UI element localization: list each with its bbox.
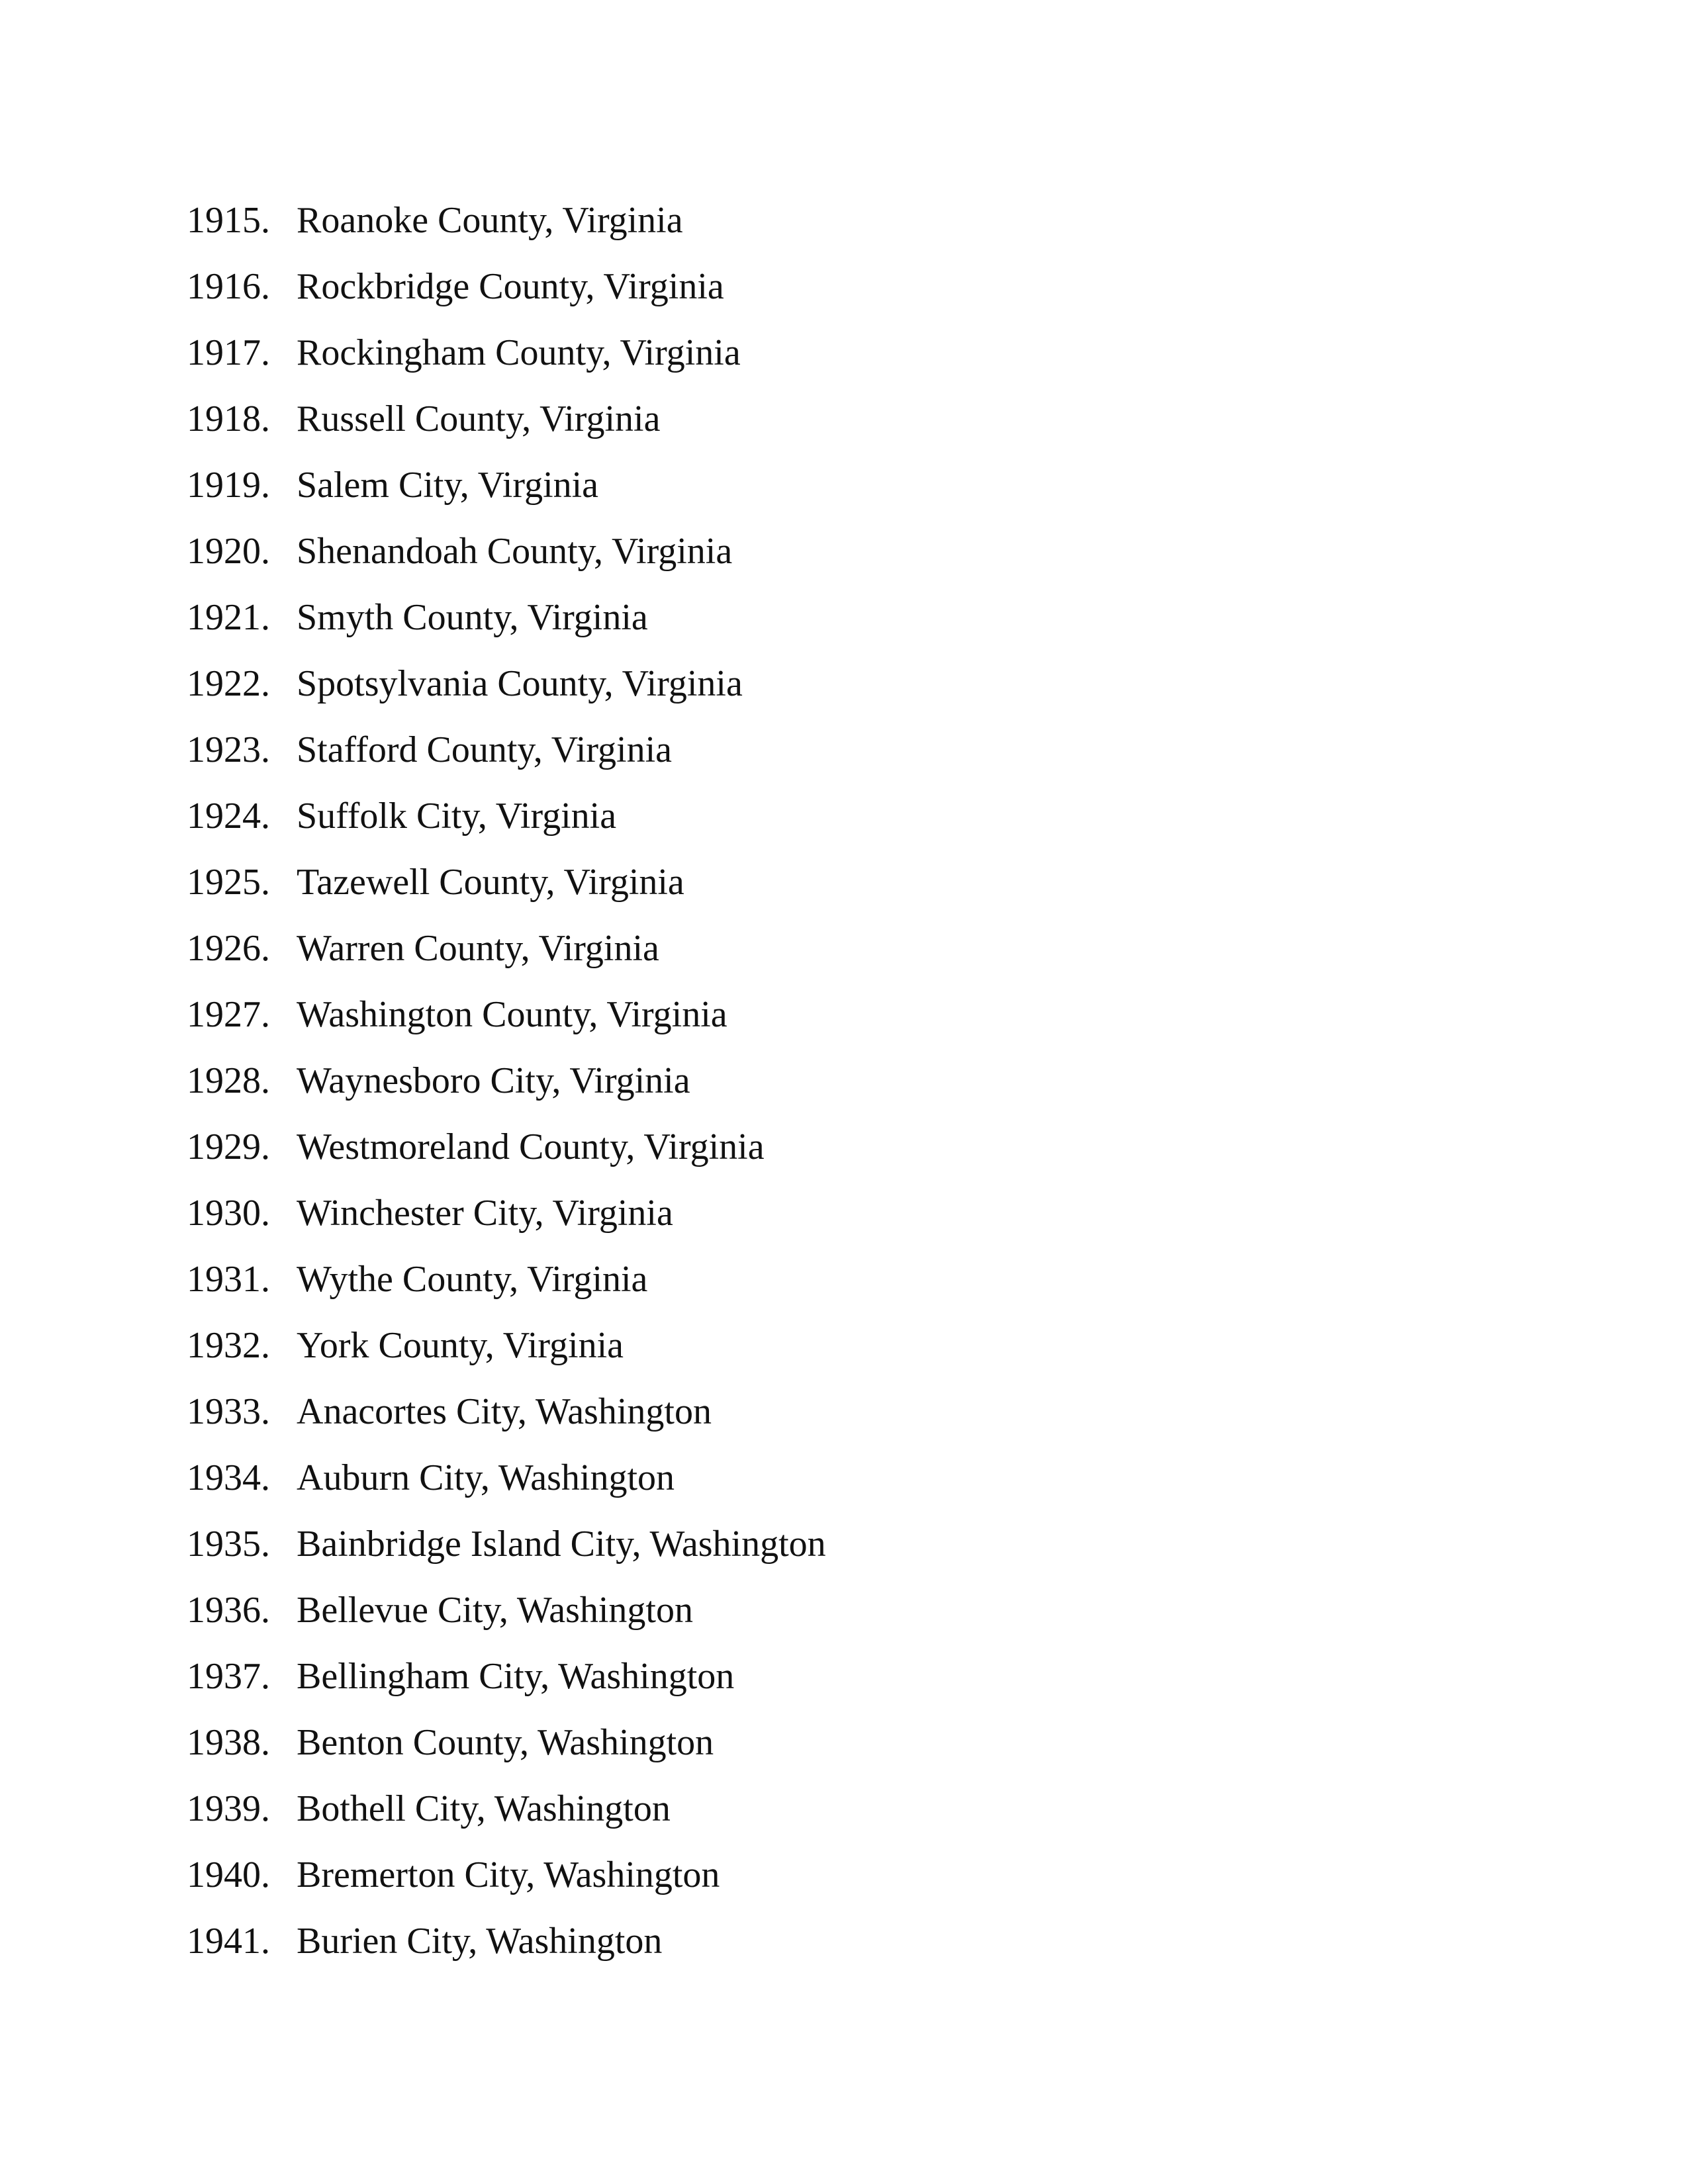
numbered-list (187, 197, 826, 1984)
list-item-number: 1926. (187, 928, 270, 969)
list-item-label: Smyth County, Virginia (297, 597, 648, 638)
list-item-number: 1921. (187, 597, 270, 638)
list-item-number: 1930. (187, 1193, 270, 1234)
list-item-label: Anacortes City, Washington (297, 1391, 712, 1432)
list-item-label: York County, Virginia (297, 1325, 624, 1366)
list-item (187, 263, 826, 330)
list-item (187, 793, 826, 859)
list-item (187, 1190, 826, 1256)
list-item (187, 660, 826, 727)
list-item-label: Burien City, Washington (297, 1921, 663, 1962)
list-item-number: 1933. (187, 1391, 270, 1432)
list-item-number: 1928. (187, 1060, 270, 1101)
list-item-label: Winchester City, Virginia (297, 1193, 673, 1234)
list-item (187, 1918, 826, 1984)
list-item-number: 1919. (187, 465, 270, 506)
list-item (187, 991, 826, 1058)
list-item (187, 1124, 826, 1190)
list-item-label: Bainbridge Island City, Washington (297, 1524, 826, 1565)
list-item-label: Wythe County, Virginia (297, 1259, 648, 1300)
list-item-number: 1918. (187, 398, 270, 439)
list-item (187, 1587, 826, 1653)
list-item-label: Salem City, Virginia (297, 465, 599, 506)
list-item-number: 1932. (187, 1325, 270, 1366)
list-item (187, 330, 826, 396)
list-item (187, 1786, 826, 1852)
list-item-number: 1917. (187, 332, 270, 373)
list-item-number: 1929. (187, 1126, 270, 1167)
list-item-label: Benton County, Washington (297, 1722, 714, 1763)
list-item (187, 462, 826, 528)
list-item (187, 1322, 826, 1388)
list-item-number: 1927. (187, 994, 270, 1035)
list-item-number: 1939. (187, 1788, 270, 1829)
list-item-number: 1925. (187, 862, 270, 903)
list-item (187, 1256, 826, 1322)
list-item-label: Tazewell County, Virginia (297, 862, 684, 903)
list-item-label: Waynesboro City, Virginia (297, 1060, 690, 1101)
list-item-label: Washington County, Virginia (297, 994, 727, 1035)
list-item-number: 1938. (187, 1722, 270, 1763)
list-item-label: Bothell City, Washington (297, 1788, 671, 1829)
list-item-label: Roanoke County, Virginia (297, 200, 683, 241)
list-item-number: 1916. (187, 266, 270, 307)
list-item (187, 197, 826, 263)
list-item-number: 1924. (187, 796, 270, 837)
list-item-label: Rockingham County, Virginia (297, 332, 741, 373)
list-item-label: Bellingham City, Washington (297, 1656, 735, 1697)
list-item-label: Rockbridge County, Virginia (297, 266, 724, 307)
list-item (187, 594, 826, 660)
list-item (187, 1653, 826, 1719)
list-item-label: Auburn City, Washington (297, 1457, 675, 1498)
list-item (187, 1388, 826, 1455)
list-item-number: 1920. (187, 531, 270, 572)
list-item (187, 925, 826, 991)
list-item (187, 727, 826, 793)
list-item (187, 1455, 826, 1521)
list-item-label: Russell County, Virginia (297, 398, 661, 439)
list-item-label: Stafford County, Virginia (297, 729, 672, 770)
list-item (187, 396, 826, 462)
list-item-label: Warren County, Virginia (297, 928, 659, 969)
list-item (187, 1521, 826, 1587)
list-item-number: 1941. (187, 1921, 270, 1962)
list-item-number: 1940. (187, 1854, 270, 1895)
list-item-label: Westmoreland County, Virginia (297, 1126, 765, 1167)
list-item-number: 1937. (187, 1656, 270, 1697)
list-item-number: 1923. (187, 729, 270, 770)
list-item-number: 1915. (187, 200, 270, 241)
list-item-number: 1931. (187, 1259, 270, 1300)
list-item-label: Spotsylvania County, Virginia (297, 663, 743, 704)
list-item-number: 1922. (187, 663, 270, 704)
list-item-number: 1935. (187, 1524, 270, 1565)
list-item-label: Bellevue City, Washington (297, 1590, 693, 1631)
list-item-label: Shenandoah County, Virginia (297, 531, 733, 572)
list-item-label: Suffolk City, Virginia (297, 796, 617, 837)
list-item-number: 1934. (187, 1457, 270, 1498)
list-item (187, 1058, 826, 1124)
list-item (187, 1852, 826, 1918)
list-item-label: Bremerton City, Washington (297, 1854, 720, 1895)
list-item (187, 528, 826, 594)
list-item (187, 859, 826, 925)
list-item-number: 1936. (187, 1590, 270, 1631)
list-item (187, 1719, 826, 1786)
